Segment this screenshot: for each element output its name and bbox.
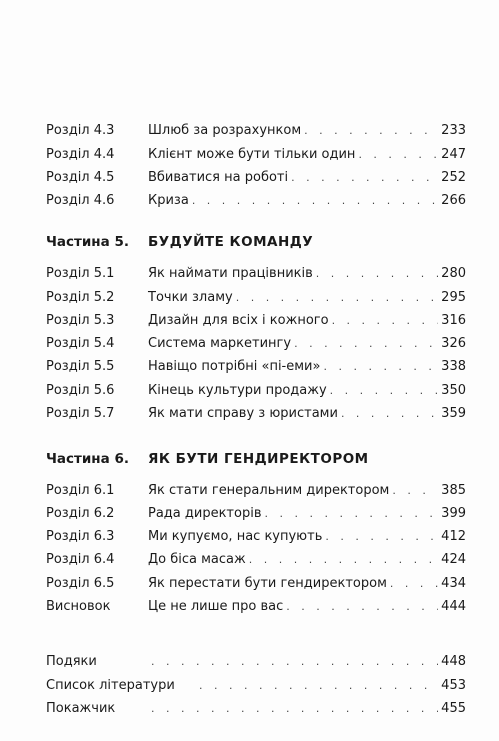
- toc-row-title: Вбиватися на роботі: [148, 170, 289, 185]
- toc-row-title: Криза: [148, 193, 189, 208]
- toc-row-label: Розділ 6.4: [46, 552, 115, 567]
- back-matter-label: Список літератури: [46, 678, 175, 693]
- dot-leader: [249, 549, 438, 571]
- toc-row-label: Розділ 4.4: [46, 147, 115, 162]
- dot-leader: [323, 356, 438, 378]
- part-title: БУДУЙТЕ КОМАНДУ: [148, 234, 314, 250]
- toc-row: [46, 263, 466, 285]
- back-matter-label: Подяки: [46, 654, 97, 669]
- toc-row-title: Кінець культури продажу: [148, 383, 327, 398]
- toc-row-page: 359: [441, 406, 466, 421]
- toc-row-title: Шлюб за розрахунком: [148, 123, 302, 138]
- toc-row-page: 444: [441, 599, 466, 614]
- toc-row-label: Розділ 6.3: [46, 529, 115, 544]
- toc-row-label: Розділ 5.2: [46, 290, 115, 305]
- part-heading: [46, 230, 466, 254]
- dot-leader: [294, 333, 438, 355]
- toc-row: [46, 480, 466, 502]
- toc-row-page: 280: [441, 266, 466, 281]
- dot-leader: [341, 403, 438, 425]
- toc-row: [46, 526, 466, 548]
- toc-row-page: 252: [441, 170, 466, 185]
- back-matter-page: 448: [441, 654, 466, 669]
- toc-row-label: Розділ 5.6: [46, 383, 115, 398]
- toc-row-label: Розділ 5.5: [46, 359, 115, 374]
- toc-row: [46, 503, 466, 525]
- toc-row-page: 233: [441, 123, 466, 138]
- toc-row-title: Як мати справу з юристами: [148, 406, 338, 421]
- toc-row-title: До біса масаж: [148, 552, 246, 567]
- toc-row-title: Як перестати бути гендиректором: [148, 576, 387, 591]
- back-matter-row: [46, 651, 466, 673]
- toc-row: [46, 190, 466, 212]
- dot-leader: [236, 287, 438, 309]
- back-matter-label: Покажчик: [46, 701, 116, 716]
- dot-leader: [316, 263, 438, 285]
- toc-row-title: Як наймати працівників: [148, 266, 313, 281]
- toc-row-label: Розділ 5.1: [46, 266, 115, 281]
- toc-row-page: 399: [441, 506, 466, 521]
- toc-row: [46, 549, 466, 571]
- dot-leader: [390, 573, 438, 595]
- dot-leader: [286, 596, 438, 618]
- dot-leader: [199, 675, 438, 697]
- toc-row: [46, 120, 466, 142]
- toc-row: [46, 356, 466, 378]
- toc-row-page: 385: [441, 483, 466, 498]
- dot-leader: [151, 698, 438, 720]
- dot-leader: [325, 526, 438, 548]
- toc-row-page: 350: [441, 383, 466, 398]
- toc-row-label: Розділ 4.3: [46, 123, 115, 138]
- toc-row: [46, 403, 466, 425]
- dot-leader: [358, 144, 438, 166]
- back-matter-page: 453: [441, 678, 466, 693]
- toc-row-title: Як стати генеральним директором: [148, 483, 390, 498]
- dot-leader: [304, 120, 438, 142]
- toc-row-page: 266: [441, 193, 466, 208]
- toc-row-page: 316: [441, 313, 466, 328]
- toc-row-title: Це не лише про вас: [148, 599, 284, 614]
- toc-row-page: 247: [441, 147, 466, 162]
- dot-leader: [291, 167, 438, 189]
- toc-row-label: Розділ 6.5: [46, 576, 115, 591]
- toc-row-title: Точки зламу: [148, 290, 233, 305]
- dot-leader: [264, 503, 438, 525]
- toc-row: [46, 596, 466, 618]
- toc-row-label: Розділ 6.1: [46, 483, 115, 498]
- toc-row-label: Розділ 5.7: [46, 406, 115, 421]
- part-label: Частина 6.: [46, 451, 129, 467]
- back-matter-page: 455: [441, 701, 466, 716]
- toc-row: [46, 167, 466, 189]
- back-matter-row: [46, 698, 466, 720]
- dot-leader: [151, 651, 438, 673]
- toc-row: [46, 310, 466, 332]
- dot-leader: [332, 310, 439, 332]
- toc-row: [46, 573, 466, 595]
- toc-row-page: 295: [441, 290, 466, 305]
- toc-row-page: 326: [441, 336, 466, 351]
- toc-row-title: Навіщо потрібні «пі-еми»: [148, 359, 321, 374]
- toc-row-label: Висновок: [46, 599, 111, 614]
- back-matter-row: [46, 675, 466, 697]
- dot-leader: [392, 480, 438, 502]
- toc-row-label: Розділ 4.5: [46, 170, 115, 185]
- toc-row-title: Рада директорів: [148, 506, 262, 521]
- toc-row: [46, 144, 466, 166]
- part-label: Частина 5.: [46, 234, 129, 250]
- toc-row-page: 434: [441, 576, 466, 591]
- toc-row-label: Розділ 6.2: [46, 506, 115, 521]
- toc-row-title: Клієнт може бути тільки один: [148, 147, 356, 162]
- toc-row: [46, 380, 466, 402]
- toc-row-page: 338: [441, 359, 466, 374]
- toc-row-label: Розділ 5.3: [46, 313, 115, 328]
- toc-row: [46, 287, 466, 309]
- part-title: ЯК БУТИ ГЕНДИРЕКТОРОМ: [148, 451, 369, 467]
- dot-leader: [330, 380, 439, 402]
- toc-row-title: Дизайн для всіх і кожного: [148, 313, 329, 328]
- toc-row-title: Система маркетингу: [148, 336, 292, 351]
- dot-leader: [192, 190, 438, 212]
- toc-row: [46, 333, 466, 355]
- toc-row-page: 424: [441, 552, 466, 567]
- part-heading: [46, 447, 466, 471]
- toc-row-page: 412: [441, 529, 466, 544]
- toc-row-label: Розділ 4.6: [46, 193, 115, 208]
- toc-row-label: Розділ 5.4: [46, 336, 115, 351]
- toc-row-title: Ми купуємо, нас купують: [148, 529, 323, 544]
